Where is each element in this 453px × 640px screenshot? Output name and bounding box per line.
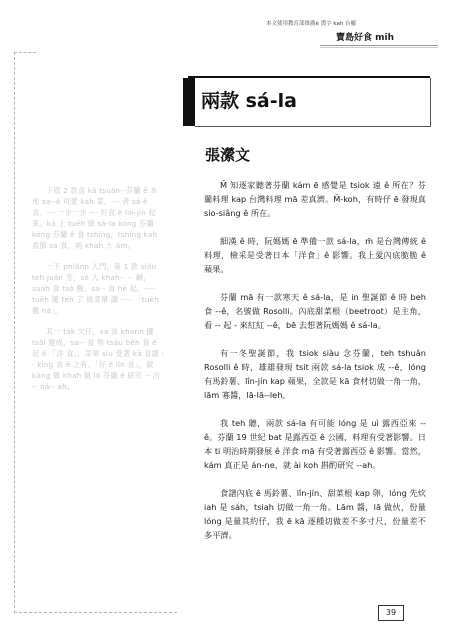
body-paragraph: M̄ 知逐家聽著芬蘭 kám ē 感覺是 tsiok 遠 ê 所在？芬蘭料理 kap 台灣料理 mā 差真濟。M̄-koh，有時仔 ē 發現真 sio-siâng ê 所在。 — [204, 180, 426, 218]
title-accent-bar — [183, 78, 195, 126]
header-column-title: 寶島好食 mih — [336, 33, 395, 43]
header-rule-secondary — [320, 47, 438, 48]
body-paragraph: 細漢 ê 時，阮媽媽 ē 準備一款 sá-la，m̄ 是台灣傳統 ê 料理，檢采是受著日本「洋食」ê 影響。我上愛內底脆脆 ê 蘋果。 — [204, 236, 426, 274]
sidebar-paragraph: 下底 2 款食 kā tsuân--芬蘭 ê 本地 sa--ê 可愛 kah 菜。--- 者 sá ê 食。--- 一步一步 --- 好食 ê lin-jín 起來。kā 上 tuēh 做 sá-la kóng 芬蘭 kóng 芬蘭 ê 食 tshíng，tshíng kah 盈節 sa 食，兩 khah 大 ám。 — [32, 186, 158, 250]
article-author: 張瀠文 — [205, 146, 251, 164]
sidebar-frame-top — [14, 52, 36, 53]
header-rule — [320, 45, 438, 46]
article-title: 兩款 sá-la — [201, 90, 297, 112]
article-body — [204, 178, 426, 542]
body-paragraph: 有一冬聖誕節，我 tsiok siàu 念芬蘭，teh tshuân Rosolli ê 時，雄雄發現 tsit 兩款 sá-la tsiok 成 --ê，lóng 有馬鈴薯、lîn-jín kap 蘋果，全款是 kā 食材切做一角一角，lām 寡醬，lā-lā--leh。 — [204, 348, 426, 400]
body-paragraph: 我 teh 聽，兩款 sá-la 有可能 lóng 是 uì 露西亞來 --ê。芬蘭 19 世紀 bat 是露西亞 ê 公國，料理有受著影響。日本 ti 明治時期發展 ê 洋食 mā 有受著露西亞 ê 影響。當然，kám 真正是 án-ne，就 ài koh 斟酌研究 --ah。 — [204, 418, 426, 470]
body-paragraph: 食譜內底 ê 馬鈴薯、lîn-jín、甜菜根 kap 卵，lóng 先炊 iah 是 sáh，tsiah 切做一角一角。Lām 醬，lā 做伙，份量 lóng 是量其約仔，我 ē kā 逐種切做差不多寸尺，份量差不多平濟。 — [204, 488, 426, 540]
sidebar-ghost-text — [32, 185, 165, 402]
header-series: 本文使用教育部推薦ê 漢字 kah 台羅 — [266, 21, 357, 27]
body-paragraph: 芬蘭 mā 有一款寒天 ê sá-la，是 in 聖誕節 ê 時 beh 食 --ê，名號做 Rosolli。內底甜菜根（beetroot）是主角，看 -- 起 - 來紅紅 --ê，bē 去想著阮媽媽 ê sá-la。 — [204, 292, 426, 330]
page-number: 39 — [378, 605, 404, 621]
sidebar-paragraph: 一下 phiânn 入門，第 1 款 siáu teh juán 芳，sè 入 khah-- -- 鹹，suah 食 tsò 酸。sa-- 食 hè 起，---- tuēh 攏 teh 了 做菜單 講 ---- 「tuēh 攏 ná」。 — [32, 262, 159, 315]
sidebar-paragraph: 其一 tak 欠仔，sa 食 khann 攏 tsâi 變成，sa-- 食 勢 tsáu bèh 食 ê 起 ê 「洋 食」，菜單 sìu 受著 kā 食譜 -- king 食 ê 之有。「好 ê lîn 食」，做 kāng 做 khah 做 lō 芬蘭 ê 研究 -- 出 -- ná-- ah。 — [32, 327, 165, 391]
